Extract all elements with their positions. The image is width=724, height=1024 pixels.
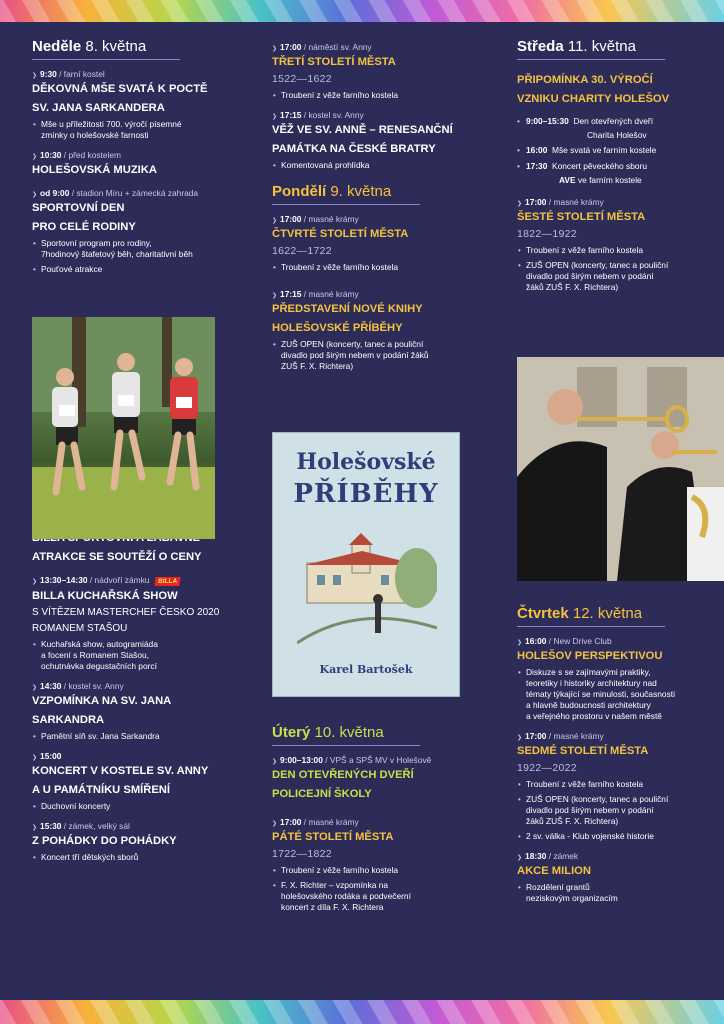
event-detail: • F. X. Richter – vzpomínka na holešovského rodáka a podvečerní koncert z díla F. X. Richtera	[272, 880, 468, 913]
event-time: ❯ 15:00	[32, 750, 62, 761]
event-years: 1622—1722	[272, 245, 332, 257]
event-charity-anniversary	[517, 72, 713, 185]
event-detail: • ZUŠ OPEN (koncerty, tanec a pouliční divadlo pod širým nebem v podání žáků ZUŠ F. X. Richtera)	[517, 260, 713, 293]
column-wednesday	[517, 38, 713, 297]
event-fifth-century	[272, 817, 468, 913]
event-time: ❯ 17:00 / masné krámy	[272, 817, 359, 827]
arrow-icon: ❯	[32, 192, 38, 198]
event-years: 1822—1922	[517, 228, 577, 240]
schedule-row-continuation: AVE ve farním kostele	[559, 175, 642, 185]
event-time: ❯ 9:30 / farní kostel	[32, 69, 105, 79]
event-title: POLICEJNÍ ŠKOLY	[272, 788, 372, 800]
arrow-icon: ❯	[32, 754, 38, 761]
event-detail: • Komentovaná prohlídka	[272, 160, 468, 171]
event-time: ❯ 9:00–13:00 / VPŠ a SPŠ MV v Holešově	[272, 755, 432, 765]
event-time: ❯ 17:15 / kostel sv. Anny	[272, 110, 364, 120]
event-church-concert	[32, 751, 232, 812]
column-thursday	[517, 605, 713, 908]
schedule-row: • 17:30 Koncert pěveckého sboru	[517, 161, 647, 171]
event-sports-day	[32, 188, 232, 275]
event-fourth-century	[272, 214, 468, 273]
event-detail: • Troubení z věže farního kostela	[272, 90, 468, 101]
event-detail: • Kuchařská show, autogramiáda a focení s Romanem Stašou, ochutnávka degustačních porcí	[32, 639, 232, 672]
trumpet-illustration	[517, 357, 724, 581]
event-title: VĚŽ VE SV. ANNĚ – RENESANČNÍ	[272, 124, 453, 136]
book-cover	[272, 432, 460, 697]
arrow-icon: ❯	[517, 855, 523, 861]
event-detail: • Troubení z věže farního kostela	[517, 779, 713, 790]
event-detail: • Pouťové atrakce	[32, 264, 232, 275]
event-title: PŘIPOMÍNKA 30. VÝROČÍ	[517, 74, 653, 86]
event-police-school	[272, 755, 468, 803]
event-title: HOLEŠOVSKÁ MUZIKA	[32, 164, 157, 176]
event-third-century	[272, 42, 468, 101]
event-title: TŘETÍ STOLETÍ MĚSTA	[272, 56, 396, 68]
day-heading-monday: Pondělí 9. května	[272, 183, 420, 205]
event-title: PAMÁTKA NA ČESKÉ BRATRY	[272, 143, 436, 155]
event-detail: • Mše u příležitosti 700. výročí písemné zmínky o holešovské farnosti	[32, 119, 232, 141]
arrow-icon: ❯	[32, 684, 38, 691]
event-seventh-century	[517, 731, 713, 842]
event-years: 1922—2022	[517, 762, 577, 774]
event-title: AKCE MILION	[517, 865, 591, 877]
event-time: ❯ 17:00 / náměstí sv. Anny	[272, 42, 372, 52]
event-time: ❯ 13:30–14:30 / nádvoří zámku BILLA	[32, 575, 232, 585]
event-sixth-century	[517, 197, 713, 293]
arrow-icon: ❯	[517, 735, 523, 741]
event-title: HOLEŠOVSKÉ PŘÍBĚHY	[272, 322, 403, 334]
event-time: ❯ 18:30 / zámek	[517, 851, 579, 861]
book-illustration	[297, 533, 437, 653]
event-title: SV. JANA SARKANDERA	[32, 102, 165, 114]
event-title: KONCERT V KOSTELE SV. ANNY	[32, 764, 209, 777]
arrow-icon: ❯	[272, 821, 278, 827]
event-time: ❯ 14:30 / kostel sv. Anny	[32, 680, 124, 691]
event-time: ❯ 17:00 / masné krámy	[272, 214, 359, 224]
event-detail: • Sportovní program pro rodiny, 7hodinový štafetový běh, charitativní běh	[32, 238, 232, 260]
book-title-line1: Holešovské	[296, 449, 436, 475]
arrow-icon: ❯	[517, 640, 523, 646]
event-time: ❯ 15:30 / zámek, velký sál	[32, 820, 130, 831]
book-author: Karel Bartošek	[319, 663, 413, 676]
event-detail: • Koncert tří dětských sborů	[32, 852, 232, 863]
event-title: PRO CELÉ RODINY	[32, 221, 136, 233]
event-years: 1522—1622	[272, 73, 332, 85]
column-monday-tuesday	[272, 42, 468, 376]
event-time: ❯ 17:00 / masné krámy	[517, 731, 604, 741]
arrow-icon: ❯	[272, 46, 278, 52]
event-title: ATRAKCE SE SOUTĚŽÍ O CENY	[32, 551, 202, 564]
arrow-icon: ❯	[32, 579, 38, 586]
schedule-row: • 9:00–15:30 Den otevřených dveří	[517, 116, 654, 126]
event-holesov-music	[32, 150, 232, 179]
event-detail: • ZUŠ OPEN (koncerty, tanec a pouliční divadlo pod širým nebem v podání žáků ZUŠ F. X. Richtera)	[517, 794, 713, 827]
event-subtitle: S VÍTĚZEM MASTERCHEF ČESKO 2020	[32, 606, 220, 618]
runners-photo	[32, 317, 215, 539]
event-title: Z POHÁDKY DO POHÁDKY	[32, 834, 177, 847]
arrow-icon: ❯	[272, 293, 278, 299]
event-tower-st-anne	[272, 110, 468, 171]
event-title: VZNIKU CHARITY HOLEŠOV	[517, 93, 670, 105]
billa-logo: BILLA	[155, 577, 181, 586]
arrow-icon: ❯	[32, 73, 38, 79]
event-title: SPORTOVNÍ DEN	[32, 202, 125, 214]
arrow-icon: ❯	[32, 154, 38, 160]
event-title: A U PAMÁTNÍKU SMÍŘENÍ	[32, 783, 170, 796]
top-decorative-band	[0, 0, 724, 22]
event-subtitle: ROMANEM STAŠOU	[32, 622, 128, 634]
event-book-presentation	[272, 289, 468, 372]
event-title: ČTVRTÉ STOLETÍ MĚSTA	[272, 228, 409, 240]
event-title: PŘEDSTAVENÍ NOVÉ KNIHY	[272, 303, 423, 315]
event-time: ❯ 10:30 / před kostelem	[32, 150, 122, 160]
arrow-icon: ❯	[272, 114, 278, 120]
event-title: BILLA KUCHAŘSKÁ SHOW	[32, 589, 178, 602]
schedule-row-continuation: Charita Holešov	[587, 130, 647, 140]
event-title: SEDMÉ STOLETÍ MĚSTA	[517, 745, 649, 757]
event-detail: • Troubení z věže farního kostela	[272, 262, 468, 273]
arrow-icon: ❯	[272, 218, 278, 224]
arrow-icon: ❯	[517, 201, 523, 207]
event-time: ❯ 16:00 / New Drive Club	[517, 636, 612, 646]
arrow-icon: ❯	[32, 824, 38, 831]
arrow-icon: ❯	[272, 759, 278, 765]
event-thanksgiving-mass	[32, 69, 232, 141]
event-fairytale	[32, 821, 232, 863]
runners-illustration	[32, 317, 215, 539]
event-time: ❯ 17:00 / masné krámy	[517, 197, 604, 207]
event-title: DĚKOVNÁ MŠE SVATÁ K POCTĚ	[32, 83, 208, 95]
book-title-line2: PŘÍBĚHY	[293, 479, 439, 509]
day-heading-sunday: Neděle 8. května	[32, 38, 180, 60]
column-tuesday	[272, 724, 468, 917]
bottom-decorative-band	[0, 1000, 724, 1024]
event-detail: • ZUŠ OPEN (koncerty, tanec a pouliční divadlo pod širým nebem v podání žáků ZUŠ F. X. Richtera)	[272, 339, 468, 372]
event-detail: • 2 sv. válka - Klub vojenské historie	[517, 831, 713, 842]
event-title: VZPOMÍNKA NA SV. JANA	[32, 694, 172, 707]
event-years: 1722—1822	[272, 848, 332, 860]
event-akce-milion	[517, 851, 713, 904]
event-detail: • Troubení z věže farního kostela	[272, 865, 468, 876]
event-time: ❯ od 9:00 / stadion Míru + zámecká zahrada	[32, 188, 199, 198]
event-time: ❯ 17:15 / masné krámy	[272, 289, 359, 299]
event-holesov-perspective	[517, 636, 713, 722]
schedule-row: • 16:00 Mše svatá ve farním kostele	[517, 145, 657, 155]
event-detail: • Rozdělení grantů neziskovým organizacím	[517, 882, 713, 904]
event-detail: • Pamětní síň sv. Jana Sarkandra	[32, 731, 232, 742]
event-sarkander-memorial	[32, 681, 232, 742]
event-title: DEN OTEVŘENÝCH DVEŘÍ	[272, 769, 414, 781]
event-title: HOLEŠOV PERSPEKTIVOU	[517, 650, 663, 662]
event-billa-cooking-show	[32, 575, 232, 671]
event-title: PÁTÉ STOLETÍ MĚSTA	[272, 831, 394, 843]
day-heading-wednesday: Středa 11. května	[517, 38, 665, 60]
event-title: ŠESTÉ STOLETÍ MĚSTA	[517, 211, 646, 223]
event-detail: • Diskuze s se zajímavými praktiky, teoretiky i historiky architektury nad tématy týkající se minulosti, současnosti a hlavně budoucnosti architektury a veřejného prostoru v našem městě	[517, 667, 713, 722]
event-detail: • Duchovní koncerty	[32, 801, 232, 812]
event-detail: • Troubení z věže farního kostela	[517, 245, 713, 256]
event-title: SARKANDRA	[32, 713, 105, 726]
day-heading-tuesday: Úterý 10. května	[272, 724, 420, 746]
day-heading-thursday: Čtvrtek 12. května	[517, 605, 665, 627]
trumpet-players-photo	[517, 357, 724, 581]
